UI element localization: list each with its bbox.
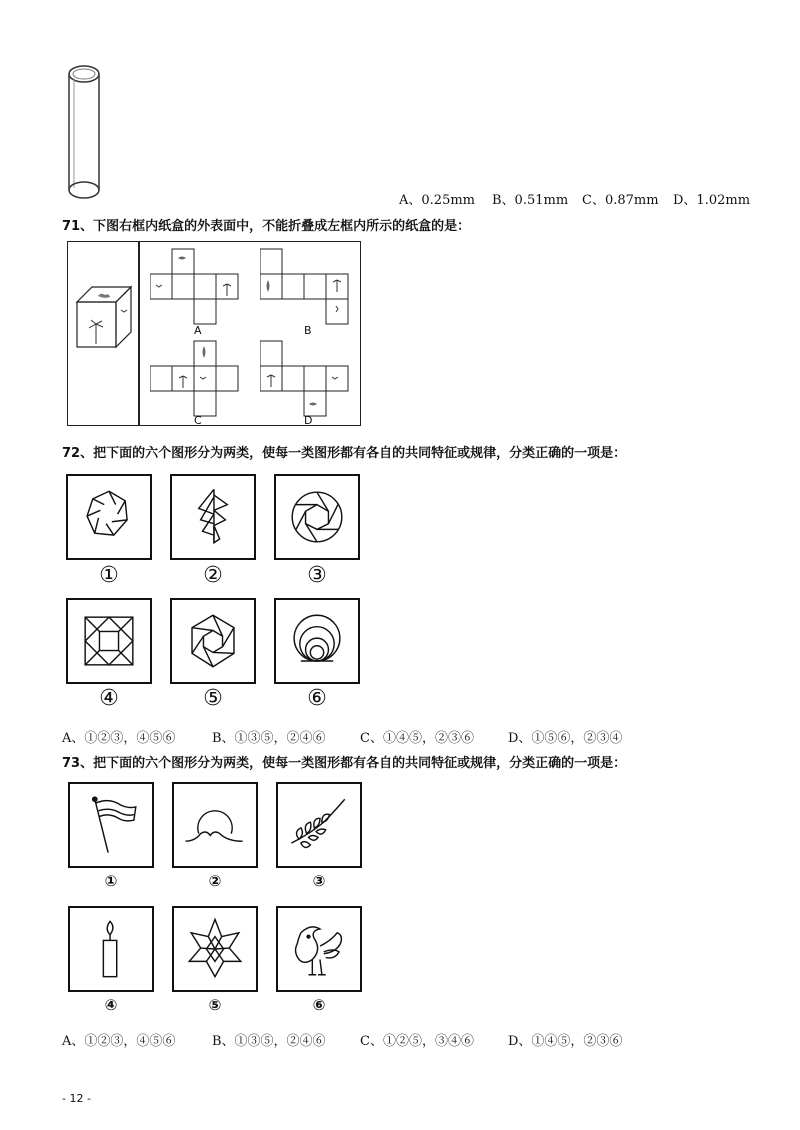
q72-option-a: A、①②③，④⑤⑥ bbox=[62, 731, 176, 746]
q70-option-c: C、0.87mm bbox=[582, 193, 659, 208]
q73-label-3: ③ bbox=[312, 872, 326, 890]
tube-figure bbox=[60, 62, 110, 202]
q70-option-b: B、0.51mm bbox=[492, 193, 569, 208]
net-label-b: B bbox=[304, 324, 312, 337]
net-label-a: A bbox=[194, 324, 202, 337]
q73-label-6: ⑥ bbox=[312, 996, 326, 1014]
q72-figure-2 bbox=[170, 474, 256, 560]
q72-label-1: ① bbox=[99, 563, 119, 588]
q72-title: 72、把下面的六个图形分为两类，使每一类图形都有各自的共同特征或规律，分类正确的一项是： bbox=[62, 446, 627, 461]
q73-figure-3 bbox=[276, 782, 362, 868]
cube-icon bbox=[74, 282, 134, 352]
q72-label-4: ④ bbox=[99, 686, 119, 711]
net-label-d: D bbox=[304, 414, 313, 427]
q72-figure-5 bbox=[170, 598, 256, 684]
q71-title: 71、下图右框内纸盒的外表面中，不能折叠成左框内所示的纸盒的是： bbox=[62, 219, 471, 234]
q72-label-5: ⑤ bbox=[203, 686, 223, 711]
q72-option-c: C、①④⑤，②③⑥ bbox=[360, 731, 474, 746]
net-c bbox=[150, 340, 250, 418]
q72-label-2: ② bbox=[203, 563, 223, 588]
q73-option-b: B、①③⑤，②④⑥ bbox=[212, 1034, 326, 1049]
q72-label-3: ③ bbox=[307, 563, 327, 588]
q73-option-d: D、①④⑤，②③⑥ bbox=[508, 1034, 623, 1049]
q72-figure-1 bbox=[66, 474, 152, 560]
q73-label-5: ⑤ bbox=[208, 996, 222, 1014]
q73-figure-4 bbox=[68, 906, 154, 992]
q73-option-a: A、①②③，④⑤⑥ bbox=[62, 1034, 176, 1049]
q72-figure-6 bbox=[274, 598, 360, 684]
q71-figure bbox=[67, 241, 361, 426]
q73-figure-5 bbox=[172, 906, 258, 992]
q73-figure-1 bbox=[68, 782, 154, 868]
q73-label-1: ① bbox=[104, 872, 118, 890]
q73-option-c: C、①②⑤，③④⑥ bbox=[360, 1034, 474, 1049]
q72-option-d: D、①⑤⑥，②③④ bbox=[508, 731, 623, 746]
q70-option-d: D、1.02mm bbox=[673, 193, 751, 208]
q72-label-6: ⑥ bbox=[307, 686, 327, 711]
net-label-c: C bbox=[194, 414, 202, 427]
net-a bbox=[150, 248, 250, 326]
q73-figure-6 bbox=[276, 906, 362, 992]
q70-option-a: A、0.25mm bbox=[399, 193, 475, 208]
net-b bbox=[260, 248, 360, 326]
q73-label-4: ④ bbox=[104, 996, 118, 1014]
q73-title: 73、把下面的六个图形分为两类，使每一类图形都有各自的共同特征或规律，分类正确的一项是： bbox=[62, 756, 627, 771]
q72-figure-4 bbox=[66, 598, 152, 684]
net-d bbox=[260, 340, 360, 418]
q73-label-2: ② bbox=[208, 872, 222, 890]
page-number: - 12 - bbox=[62, 1092, 91, 1105]
q72-figure-3 bbox=[274, 474, 360, 560]
q73-figure-2 bbox=[172, 782, 258, 868]
q72-option-b: B、①③⑤，②④⑥ bbox=[212, 731, 326, 746]
